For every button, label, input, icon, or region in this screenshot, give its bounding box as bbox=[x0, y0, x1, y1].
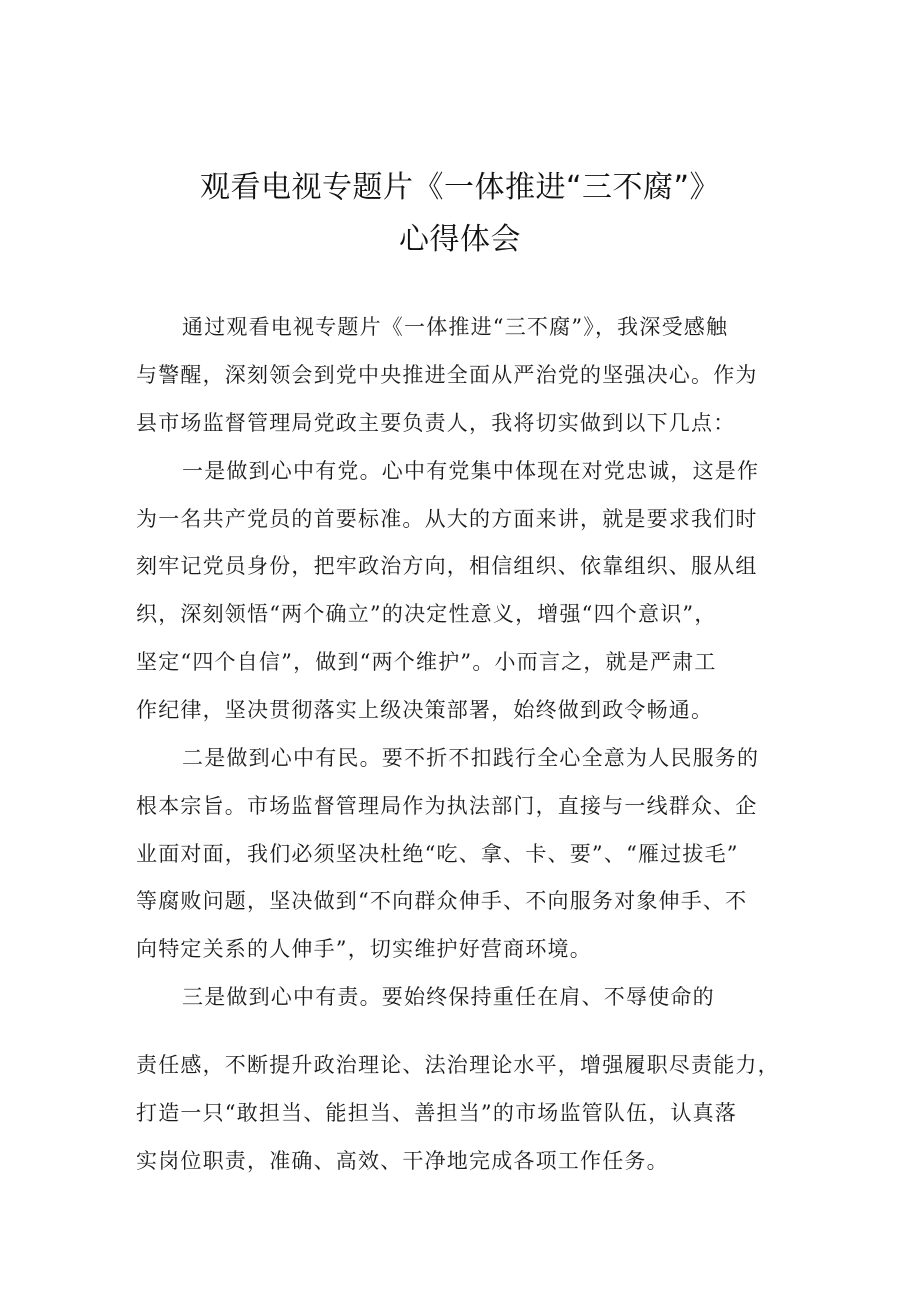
body-line: 作纪律，坚决贯彻落实上级决策部署，始终做到政令畅通。 bbox=[136, 698, 714, 722]
body-line: 与警醒，深刻领会到党中央推进全面从严治党的坚强决心。作为 bbox=[136, 363, 758, 387]
body-line: 业面对面，我们必须坚决杜绝“吃、拿、卡、要”、“雁过拔毛” bbox=[136, 842, 739, 866]
body-line: 打造一只“敢担当、能担当、善担当”的市场监管队伍，认真落 bbox=[136, 1101, 738, 1125]
document-subtitle: 心得体会 bbox=[399, 222, 521, 257]
body-line: 责任感，不断提升政治理论、法治理论水平，增强履职尽责能力， bbox=[136, 1053, 780, 1077]
document-title: 观看电视专题片《一体推进“三不腐”》 bbox=[199, 170, 721, 205]
body-line: 一是做到心中有党。心中有党集中体现在对党忠诚，这是作 bbox=[182, 459, 760, 483]
body-line: 二是做到心中有民。要不折不扣践行全心全意为人民服务的 bbox=[182, 746, 760, 770]
body-line: 等腐败问题，坚决做到“不向群众伸手、不向服务对象伸手、不 bbox=[136, 889, 748, 913]
body-line: 坚定“四个自信”，做到“两个维护”。小而言之，就是严肃工 bbox=[136, 650, 717, 674]
body-line: 刻牢记党员身份，把牢政治方向，相信组织、依靠组织、服从组 bbox=[136, 554, 758, 578]
body-line: 三是做到心中有责。要始终保持重任在肩、不辱使命的 bbox=[182, 985, 715, 1009]
body-line: 向特定关系的人伸手”，切实维护好营商环境。 bbox=[136, 937, 592, 961]
body-line: 织，深刻领悟“两个确立”的决定性意义，增强“四个意识”， bbox=[136, 602, 717, 626]
body-line: 为一名共产党员的首要标准。从大的方面来讲，就是要求我们时 bbox=[136, 507, 758, 531]
body-line: 根本宗旨。市场监督管理局作为执法部门，直接与一线群众、企 bbox=[136, 794, 758, 818]
body-line: 通过观看电视专题片《一体推进“三不腐”》，我深受感触 bbox=[182, 315, 729, 339]
body-line: 实岗位职责，准确、高效、干净地完成各项工作任务。 bbox=[136, 1149, 669, 1173]
body-line: 县市场监督管理局党政主要负责人，我将切实做到以下几点： bbox=[136, 411, 736, 435]
